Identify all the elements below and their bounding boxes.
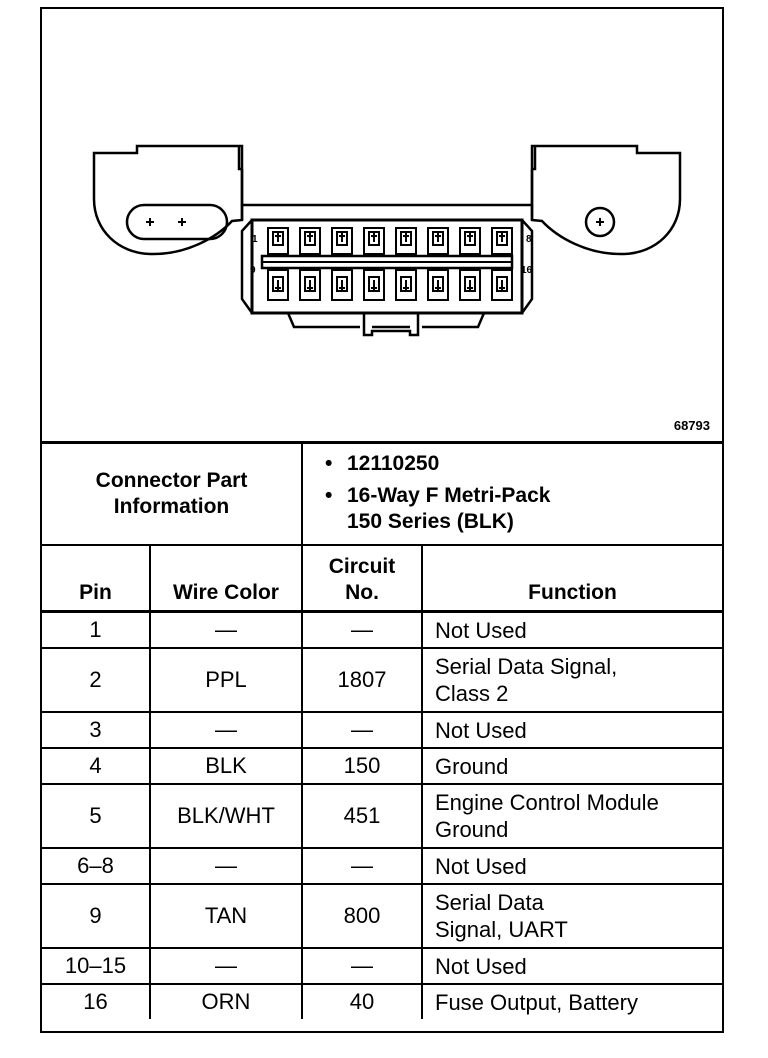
pin-cavity-16 (492, 270, 512, 300)
pin-cell: 2 (42, 648, 150, 712)
function-line1: Not Used (435, 953, 527, 979)
table-row (42, 648, 722, 712)
connector-info-label-line1: Connector Part (95, 469, 248, 492)
function-line1: Fuse Output, Battery (435, 989, 638, 1015)
circuit-cell: — (302, 948, 422, 984)
wire-color-cell: — (150, 948, 302, 984)
wire-color-cell: PPL (150, 648, 302, 712)
table-row (42, 712, 722, 748)
pin-row-bottom (268, 270, 512, 300)
pin-cavity-14 (428, 270, 448, 300)
wire-color-cell: ORN (150, 984, 302, 1019)
circuit-cell: — (302, 712, 422, 748)
table-row (42, 748, 722, 784)
header-circuit-line2: No. (345, 581, 379, 604)
pin-cavity-15 (460, 270, 480, 300)
table-row (42, 784, 722, 848)
wire-color-cell: — (150, 848, 302, 884)
function-line1: Engine Control Module (435, 790, 659, 815)
header-wire-color: Wire Color (150, 545, 302, 612)
wire-color-cell: TAN (150, 884, 302, 948)
pin-cell: 9 (42, 884, 150, 948)
header-pin: Pin (42, 545, 150, 612)
wire-color-cell: BLK/WHT (150, 784, 302, 848)
pin-cell: 5 (42, 784, 150, 848)
function-cell (422, 784, 722, 848)
pin-cavity-12 (364, 270, 384, 300)
pin-cell: 10–15 (42, 948, 150, 984)
pin-cell: 1 (42, 612, 150, 649)
header-function: Function (422, 545, 722, 612)
circuit-cell: — (302, 848, 422, 884)
function-line1: Serial Data Signal, (435, 654, 618, 679)
table-row (42, 984, 722, 1019)
function-cell (422, 848, 722, 884)
pin-cavity-8 (492, 228, 512, 254)
circuit-cell: 150 (302, 748, 422, 784)
left-mount-hole (127, 205, 227, 239)
connector-pinout-table (42, 441, 722, 1019)
function-line2: Ground (435, 817, 509, 842)
wire-color-cell: — (150, 712, 302, 748)
circuit-cell: 451 (302, 784, 422, 848)
right-mounting-flange (532, 146, 680, 254)
pin-cavity-7 (460, 228, 480, 254)
function-cell (422, 884, 722, 948)
pin-cavity-13 (396, 270, 416, 300)
connector-description-line2: 150 Series (BLK) (347, 510, 514, 533)
bottom-keyway-tab (364, 313, 418, 335)
pin-label-9: 9 (250, 265, 256, 276)
circuit-cell: 800 (302, 884, 422, 948)
pin-cavity-3 (332, 228, 352, 254)
function-line1: Not Used (435, 853, 527, 879)
connector-info-label (42, 443, 302, 546)
pin-cavity-5 (396, 228, 416, 254)
pin-cell: 16 (42, 984, 150, 1019)
header-circuit-line1: Circuit (328, 555, 396, 578)
pin-cavity-6 (428, 228, 448, 254)
pin-row-top (268, 228, 512, 254)
pin-label-16: 16 (521, 265, 533, 276)
table-row (42, 612, 722, 649)
function-line1: Ground (435, 753, 509, 779)
connector-drawing (42, 9, 722, 441)
pin-cavity-9 (268, 270, 288, 300)
wire-color-cell: BLK (150, 748, 302, 784)
connector-info-label-line2: Information (113, 495, 230, 518)
pin-label-8: 8 (526, 234, 532, 245)
document-frame (40, 7, 724, 1033)
function-line1: Serial Data (435, 890, 544, 915)
circuit-cell: — (302, 612, 422, 649)
function-line1: Not Used (435, 617, 527, 643)
connector-figure (42, 9, 722, 441)
table-row (42, 948, 722, 984)
pin-cell: 4 (42, 748, 150, 784)
function-cell (422, 948, 722, 984)
connector-part-number: • 12110250 (347, 451, 722, 477)
function-cell (422, 712, 722, 748)
function-line2: Signal, UART (435, 917, 568, 942)
pin-cavity-4 (364, 228, 384, 254)
connector-info-row (42, 443, 722, 546)
function-cell (422, 612, 722, 649)
circuit-cell: 40 (302, 984, 422, 1019)
wire-color-cell: — (150, 612, 302, 649)
function-cell (422, 748, 722, 784)
figure-number: 68793 (673, 418, 710, 433)
pin-label-1: 1 (252, 234, 258, 245)
function-line1: Not Used (435, 717, 527, 743)
function-cell (422, 648, 722, 712)
connector-description-line1: • 16-Way F Metri-Pack (347, 484, 551, 507)
pin-cell: 6–8 (42, 848, 150, 884)
function-cell (422, 984, 722, 1019)
pin-cavity-1 (268, 228, 288, 254)
pin-cavity-2 (300, 228, 320, 254)
function-line2: Class 2 (435, 681, 509, 706)
circuit-cell: 1807 (302, 648, 422, 712)
connector-info-values (302, 443, 722, 546)
pin-cavity-10 (300, 270, 320, 300)
connector-description (347, 483, 722, 535)
table-header-row (42, 545, 722, 612)
pin-cavity-11 (332, 270, 352, 300)
table-row (42, 884, 722, 948)
table-row (42, 848, 722, 884)
header-circuit-no (302, 545, 422, 612)
pin-cell: 3 (42, 712, 150, 748)
